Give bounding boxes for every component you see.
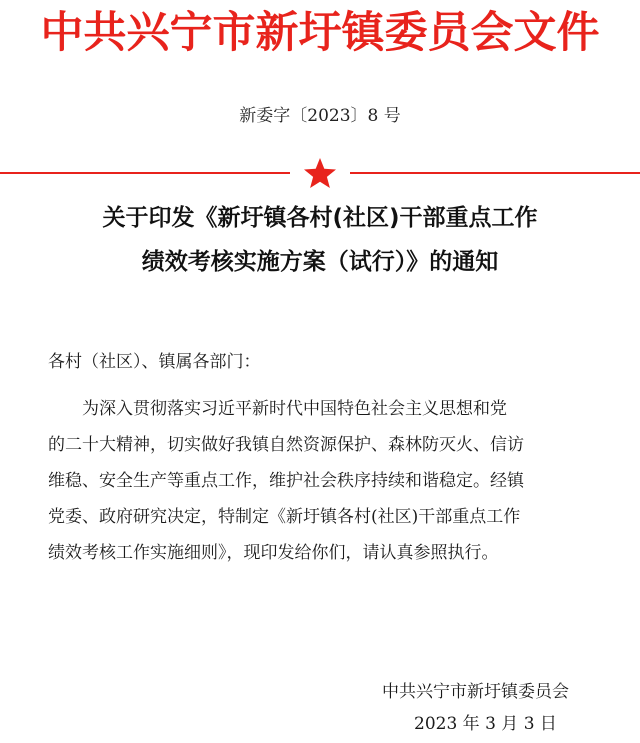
body-line-1: 为深入贯彻落实习近平新时代中国特色社会主义思想和党 — [82, 399, 507, 419]
notice-title-line-1: 关于印发《新圩镇各村(社区)干部重点工作 — [102, 205, 538, 231]
star-icon — [304, 158, 336, 188]
document-masthead: 中共兴宁市新圩镇委员会文件 — [40, 8, 600, 58]
salutation: 各村（社区）、镇属各部门： — [48, 352, 261, 372]
signature-date: 2023 年 3 月 3 日 — [414, 714, 557, 734]
notice-title-line-2: 绩效考核实施方案（试行）》的通知 — [141, 249, 499, 275]
body-line-3: 维稳、安全生产等重点工作，维护社会秩序持续和谐稳定。经镇 — [48, 471, 524, 491]
signature-organization: 中共兴宁市新圩镇委员会 — [382, 682, 569, 702]
body-line-2: 的二十大精神，切实做好我镇自然资源保护、森林防灭火、信访 — [48, 435, 524, 455]
document-number: 新委字〔2023〕8 号 — [239, 106, 401, 126]
red-star-divider — [0, 158, 640, 188]
body-line-5: 绩效考核工作实施细则》，现印发给你们，请认真参照执行。 — [48, 543, 499, 563]
body-line-4: 党委、政府研究决定，特制定《新圩镇各村(社区)干部重点工作 — [48, 507, 521, 527]
